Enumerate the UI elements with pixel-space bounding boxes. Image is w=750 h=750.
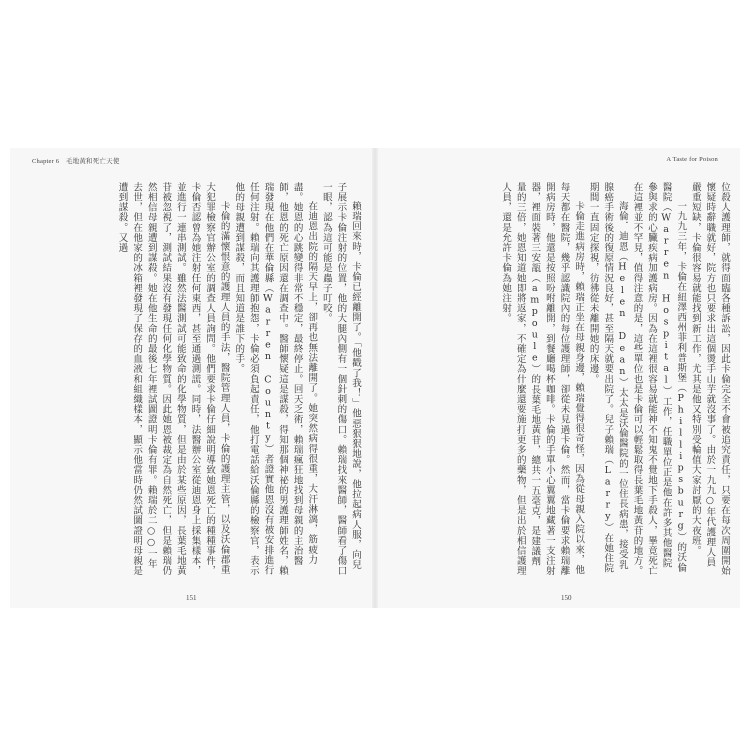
right-page [375, 148, 740, 608]
book-spread [10, 148, 740, 608]
running-head-left: Chapter 6 毛地黃和死亡天使 [32, 158, 120, 165]
page-number-left: 151 [186, 594, 197, 602]
paragraph: 賴瑞回來時，卡倫已經離開了。「他戳了我！」他惡狠狠地說，他拉起病人服，向兒子展示卡倫注射的位置，他的大腿內側有一個針刺的傷口。賴瑞找來醫師，醫師看了傷口一眼，認為這可能是蟲子叮咬。 [320, 182, 361, 576]
left-page [10, 148, 375, 608]
paragraph: 一九九三年，卡倫在紐澤西州菲利普斯堡（Phillipsburg）的沃倫醫院（Warren Hospital）工作，任職單位正是他在許多其他醫院參與求的心臟疾病加護病房。因為在這裡很容易就能神不知鬼不覺地下手殺人，畢竟死亡在這裡並不罕見，值得注意的是，這些單位也是卡倫可以輕鬆取得長葉毛地黃苷的地方。 [631, 182, 687, 576]
running-head-right: A Taste for Poison [666, 156, 718, 163]
paragraph: 海倫．迪恩（Helen Dean）太太是沃倫醫院的一位住長病患，接受乳腺癌手術後的復原情況良好，甚至隔天就要出院了。兒子賴瑞（Larry）在她住院期間一直固定探視，彷彿從未離開她的床邊。 [587, 182, 628, 574]
body-text-left [20, 182, 362, 576]
paragraph: 在迪恩出院的隔天早上，卻再也無法離開了。她突然病得很重，大汗淋漓，筋疲力盡。她恩的心跳變得非常不穩定，最終停止。回天乏術，賴瑞瘋狂地找到母親的主治醫師，他恩的死亡原因還在調查中。醫師懷疑這是謀殺，得知那個神祕的男護理師姓名，賴瑞發現在他們在華倫縣（Warren County）者證實他恩沒有被安排進行任何注射。賴瑞向其護理師抱怨，卡倫必須負起責任，他打電話給沃倫縣的檢察官，表示他的母親遭到謀殺，而且知道是誰下的手。 [233, 182, 318, 576]
paragraph: 卡倫的滿懷恨意的護理人員的手法，醫院管理人員，卡倫的護理主管，以及沃倫郡重大犯罪檢察官辦公室的調查人員詢問。他們要求卡倫仔細說明導致她恩死亡的種種事件，卡倫否認曾為她注射任何東西，甚至通過測謊。同時，法醫辦公室從迪恩身上採集樣本，並進行一連串測試。雖然法醫測試可能致命的化學物質，但是由於某些原因，長葉毛地黃苷被忽視了，測試結果沒有發現任何化學物質。因此她恩被裁定為自然死亡，但是賴瑞仍然相信母親遭到謀殺。她在他生命的最後七年裡試圖證明卡倫有罪。賴瑞於二○○一年去世，但在他家的冰箱裡發現了保存的血液和組織樣本，顯示他當時仍然試圖證明母親是遭到謀殺。又過 [116, 182, 230, 576]
paragraph: 位殺人護理師，就得面臨各種訴訟，因此卡倫完全不會被追究責任，只要在每次周圍開始懷疑時辭職就好，院方也只要求出這個燙手山芋就沒事了。由於一九九○年代護理人員嚴重短缺，卡倫很容易就能找到新工作，尤其是他又特別受輪值大家討厭的大夜班。 [689, 182, 730, 576]
page-number-right: 150 [561, 594, 572, 602]
body-text-right [389, 182, 731, 576]
paragraph: 卡倫走進病房時，賴瑞正坐在母親身邊，賴瑞覺得很奇怪，因為從母親入院以來，他每天都在醫院，幾乎認識院內的每位護理師，卻從未見過卡倫。然而，當卡倫要求賴瑞離開病房時，他還是按照吩咐離開，到餐廳喝杯咖啡。卡倫的手單小心翼翼地藏著一支注射器，裡面裝著三安瓿（ampoule）的長葉毛地黃苷，總共一五毫克，是建議劑量的三倍，她恩知道她即將返家，不確定為什麼還要施打更多的藥物，但是出於相信護理人員，還是允許卡倫為她注射。 [500, 182, 585, 576]
